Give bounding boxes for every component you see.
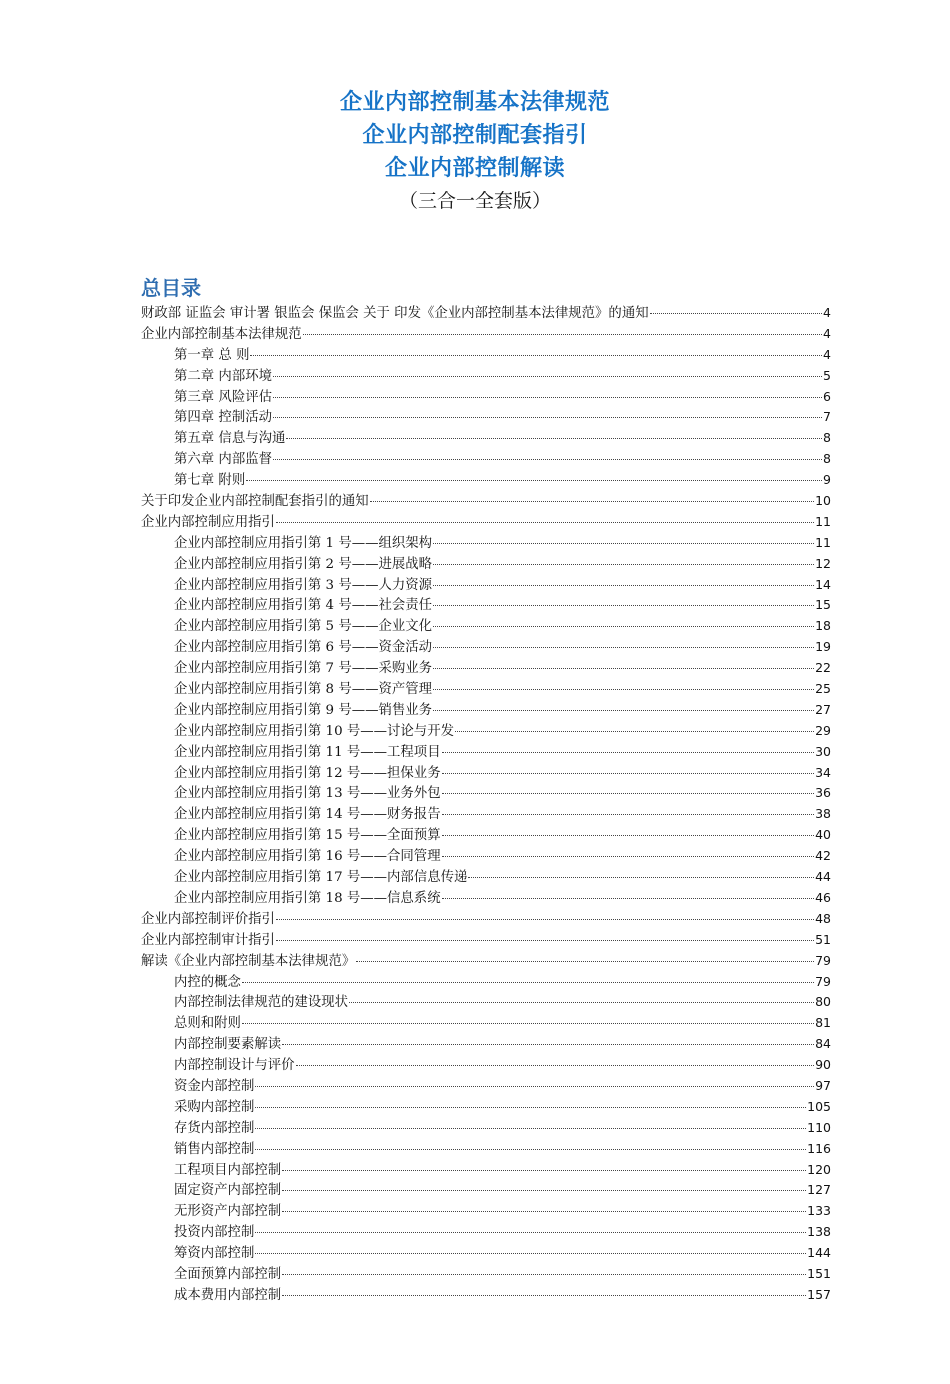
toc-leader-dots [282,1211,806,1212]
toc-entry[interactable] [141,1118,831,1139]
toc-entry[interactable] [141,700,831,721]
toc-leader-dots [433,647,814,648]
toc-entry[interactable] [141,742,831,763]
toc-entry-title: 第六章 内部监督 [174,452,272,468]
toc-entry-title: 企业内部控制应用指引 [141,514,275,530]
toc-leader-dots [433,543,814,544]
toc-entry[interactable] [141,575,831,596]
toc-leader-dots [282,1170,806,1171]
toc-entry-page: 19 [815,639,831,655]
toc-entry-page: 157 [807,1286,831,1302]
toc-leader-dots [273,417,822,418]
toc-entry[interactable] [141,658,831,679]
toc-leader-dots [650,313,822,314]
toc-entry-title: 企业内部控制应用指引第 2 号——进展战略 [174,556,433,572]
toc-entry-title: 企业内部控制应用指引第 15 号——全面预算 [174,828,441,844]
toc-leader-dots [282,1190,806,1191]
toc-entry[interactable] [141,992,831,1013]
toc-entry-title: 成本费用内部控制 [174,1287,282,1303]
toc-leader-dots [433,564,814,565]
toc-entry-page: 36 [815,785,831,801]
toc-entry-title: 企业内部控制基本法律规范 [141,326,302,342]
toc-entry-title: 投资内部控制 [174,1225,255,1241]
toc-entry-title: 筹资内部控制 [174,1246,255,1262]
toc-entry-title: 第四章 控制活动 [174,410,272,426]
toc-leader-dots [455,731,814,732]
toc-entry[interactable] [141,387,831,408]
toc-entry-title: 内控的概念 [174,974,241,990]
toc-entry-title: 第三章 风险评估 [174,389,272,405]
document-title [0,86,950,216]
toc-entry-title: 总则和附则 [174,1016,241,1032]
toc-entry-page: 120 [807,1161,831,1177]
toc-entry-title: 企业内部控制应用指引第 4 号——社会责任 [174,598,433,614]
toc-leader-dots [255,1086,814,1087]
toc-entry[interactable] [141,972,831,993]
toc-leader-dots [255,1107,806,1108]
toc-leader-dots [276,940,814,941]
toc-entry[interactable] [141,951,831,972]
toc-entry[interactable] [141,1097,831,1118]
toc-leader-dots [433,689,814,690]
toc-entry[interactable] [141,1222,831,1243]
toc-entry-page: 116 [807,1140,831,1156]
toc-leader-dots [282,1295,806,1296]
title-line-1: 企业内部控制基本法律规范 [339,90,610,115]
toc-entry-page: 44 [815,869,831,885]
toc-entry[interactable] [141,1013,831,1034]
toc-entry-title: 企业内部控制应用指引第 14 号——财务报告 [174,807,441,823]
toc-entry-page: 90 [815,1057,831,1073]
toc-entry[interactable] [141,1139,831,1160]
toc-entry-title: 销售内部控制 [174,1141,255,1157]
toc-entry-title: 企业内部控制应用指引第 5 号——企业文化 [174,619,433,635]
toc-entry-title: 解读《企业内部控制基本法律规范》 [141,953,356,969]
toc-entry-page: 8 [823,451,831,467]
toc-entry-page: 25 [815,681,831,697]
toc-entry-title: 企业内部控制应用指引第 1 号——组织架构 [174,535,433,551]
toc-entry-title: 企业内部控制应用指引第 7 号——采购业务 [174,661,433,677]
toc-leader-dots [303,334,822,335]
toc-entry[interactable] [141,407,831,428]
toc-entry-page: 4 [823,305,831,320]
toc-entry-page: 40 [815,827,831,843]
toc-entry-page: 7 [823,409,831,425]
toc-leader-dots [370,501,814,502]
toc-entry-page: 11 [815,534,831,550]
toc-entry-title: 内部控制设计与评价 [174,1058,295,1074]
toc-entry-title: 企业内部控制应用指引第 10 号——讨论与开发 [174,723,454,739]
toc-entry-title: 第二章 内部环境 [174,368,272,384]
toc-entry-page: 4 [823,346,831,362]
toc-leader-dots [255,1149,806,1150]
toc-leader-dots [276,522,814,523]
toc-entry[interactable] [141,930,831,951]
toc-entry-page: 79 [815,952,831,968]
toc-entry-title: 采购内部控制 [174,1099,255,1115]
toc-leader-dots [242,1023,814,1024]
toc-entry-title: 企业内部控制应用指引第 13 号——业务外包 [174,786,441,802]
toc-leader-dots [442,835,815,836]
toc-entry-title: 企业内部控制应用指引第 18 号——信息系统 [174,890,441,906]
toc-leader-dots [255,1232,806,1233]
toc-leader-dots [255,1253,806,1254]
toc-entry-page: 81 [815,1015,831,1031]
toc-leader-dots [273,397,822,398]
toc-entry-title: 第一章 总 则 [174,347,250,363]
toc-entry-page: 133 [807,1203,831,1219]
toc-heading: 总目录 [141,276,201,300]
toc-leader-dots [282,1274,806,1275]
table-of-contents [141,303,831,1306]
toc-leader-dots [349,1002,814,1003]
toc-entry[interactable] [141,721,831,742]
toc-entry-page: 46 [815,889,831,905]
toc-entry-title: 企业内部控制应用指引第 6 号——资金活动 [174,640,433,656]
toc-entry[interactable] [141,303,831,324]
toc-entry[interactable] [141,1180,831,1201]
title-subtitle: （三合一全套版） [398,190,551,212]
toc-leader-dots [242,982,814,983]
toc-entry[interactable] [141,595,831,616]
toc-entry-title: 企业内部控制应用指引第 17 号——内部信息传递 [174,870,468,886]
toc-entry[interactable] [141,1055,831,1076]
toc-leader-dots [296,1065,815,1066]
toc-entry-title: 企业内部控制应用指引第 3 号——人力资源 [174,577,433,593]
toc-leader-dots [282,1044,814,1045]
toc-entry-page: 5 [823,367,831,383]
title-line-2: 企业内部控制配套指引 [362,123,588,148]
toc-entry[interactable] [141,1076,831,1097]
toc-entry[interactable] [141,909,831,930]
toc-leader-dots [250,355,822,356]
toc-entry-page: 127 [807,1182,831,1198]
toc-entry-title: 全面预算内部控制 [174,1266,282,1282]
toc-entry-page: 8 [823,430,831,446]
toc-leader-dots [468,877,814,878]
toc-entry[interactable] [141,783,831,804]
toc-entry-title: 企业内部控制评价指引 [141,911,275,927]
toc-leader-dots [442,814,815,815]
toc-entry-page: 4 [823,325,831,341]
toc-entry-title: 企业内部控制应用指引第 12 号——担保业务 [174,765,441,781]
title-line-3: 企业内部控制解读 [384,156,565,181]
toc-entry-page: 138 [807,1224,831,1240]
toc-entry-page: 22 [815,660,831,676]
toc-leader-dots [442,856,815,857]
toc-leader-dots [356,961,814,962]
toc-entry[interactable] [141,804,831,825]
toc-leader-dots [442,773,815,774]
toc-leader-dots [286,438,822,439]
toc-leader-dots [433,668,814,669]
toc-entry-title: 关于印发企业内部控制配套指引的通知 [141,494,369,510]
toc-entry[interactable] [141,512,831,533]
toc-entry[interactable] [141,825,831,846]
toc-entry-page: 42 [815,848,831,864]
toc-entry-page: 10 [815,493,831,509]
toc-entry[interactable] [141,846,831,867]
toc-entry-title: 工程项目内部控制 [174,1162,282,1178]
toc-entry-page: 97 [815,1077,831,1093]
toc-entry[interactable] [141,366,831,387]
toc-entry-page: 38 [815,806,831,822]
toc-entry[interactable] [141,470,831,491]
toc-entry-title: 企业内部控制应用指引第 11 号——工程项目 [174,744,441,760]
toc-entry-title: 企业内部控制应用指引第 9 号——销售业务 [174,702,433,718]
toc-entry[interactable] [141,763,831,784]
toc-entry-title: 第五章 信息与沟通 [174,431,286,447]
toc-leader-dots [433,605,814,606]
toc-entry-page: 15 [815,597,831,613]
toc-entry-page: 29 [815,722,831,738]
toc-entry-page: 105 [807,1098,831,1114]
toc-leader-dots [433,585,814,586]
toc-entry[interactable] [141,428,831,449]
toc-entry-page: 79 [815,973,831,989]
toc-entry[interactable] [141,1264,831,1285]
toc-entry-title: 存货内部控制 [174,1120,255,1136]
toc-entry[interactable] [141,888,831,909]
toc-leader-dots [276,919,814,920]
toc-entry-page: 12 [815,555,831,571]
toc-entry[interactable] [141,449,831,470]
toc-entry-page: 18 [815,618,831,634]
toc-leader-dots [273,459,822,460]
toc-entry[interactable] [141,1034,831,1055]
toc-entry[interactable] [141,637,831,658]
toc-entry-title: 内部控制要素解读 [174,1037,282,1053]
toc-entry-title: 企业内部控制审计指引 [141,932,275,948]
toc-entry[interactable] [141,554,831,575]
toc-entry-page: 144 [807,1245,831,1261]
toc-leader-dots [442,793,815,794]
toc-entry-page: 110 [807,1119,831,1135]
toc-entry-title: 第七章 附则 [174,473,246,489]
toc-entry-page: 27 [815,701,831,717]
toc-entry-page: 30 [815,743,831,759]
toc-leader-dots [442,752,815,753]
toc-entry-page: 48 [815,910,831,926]
toc-entry-title: 无形资产内部控制 [174,1204,282,1220]
toc-entry[interactable] [141,616,831,637]
toc-entry-title: 企业内部控制应用指引第 8 号——资产管理 [174,682,433,698]
toc-leader-dots [433,626,814,627]
toc-leader-dots [255,1128,806,1129]
toc-entry[interactable] [141,324,831,345]
toc-entry[interactable] [141,867,831,888]
toc-entry[interactable] [141,679,831,700]
toc-entry[interactable] [141,1160,831,1181]
toc-entry[interactable] [141,491,831,512]
toc-entry-page: 6 [823,388,831,404]
toc-entry[interactable] [141,1285,831,1306]
toc-entry-page: 151 [807,1265,831,1281]
toc-entry-page: 84 [815,1036,831,1052]
toc-entry-title: 资金内部控制 [174,1078,255,1094]
toc-leader-dots [433,710,814,711]
toc-entry[interactable] [141,345,831,366]
toc-entry-page: 11 [815,513,831,529]
toc-entry[interactable] [141,1201,831,1222]
toc-entry-page: 9 [823,472,831,488]
toc-entry-page: 80 [815,994,831,1010]
toc-leader-dots [442,898,815,899]
toc-entry-title: 固定资产内部控制 [174,1183,282,1199]
toc-entry-page: 51 [815,931,831,947]
toc-leader-dots [273,376,822,377]
toc-entry-title: 内部控制法律规范的建设现状 [174,995,349,1011]
toc-leader-dots [246,480,822,481]
toc-entry[interactable] [141,533,831,554]
toc-entry-title: 财政部 证监会 审计署 银监会 保监会 关于 印发《企业内部控制基本法律规范》的通知 [141,306,649,321]
toc-entry-page: 14 [815,576,831,592]
toc-entry-page: 34 [815,764,831,780]
toc-entry[interactable] [141,1243,831,1264]
toc-entry-title: 企业内部控制应用指引第 16 号——合同管理 [174,849,441,865]
